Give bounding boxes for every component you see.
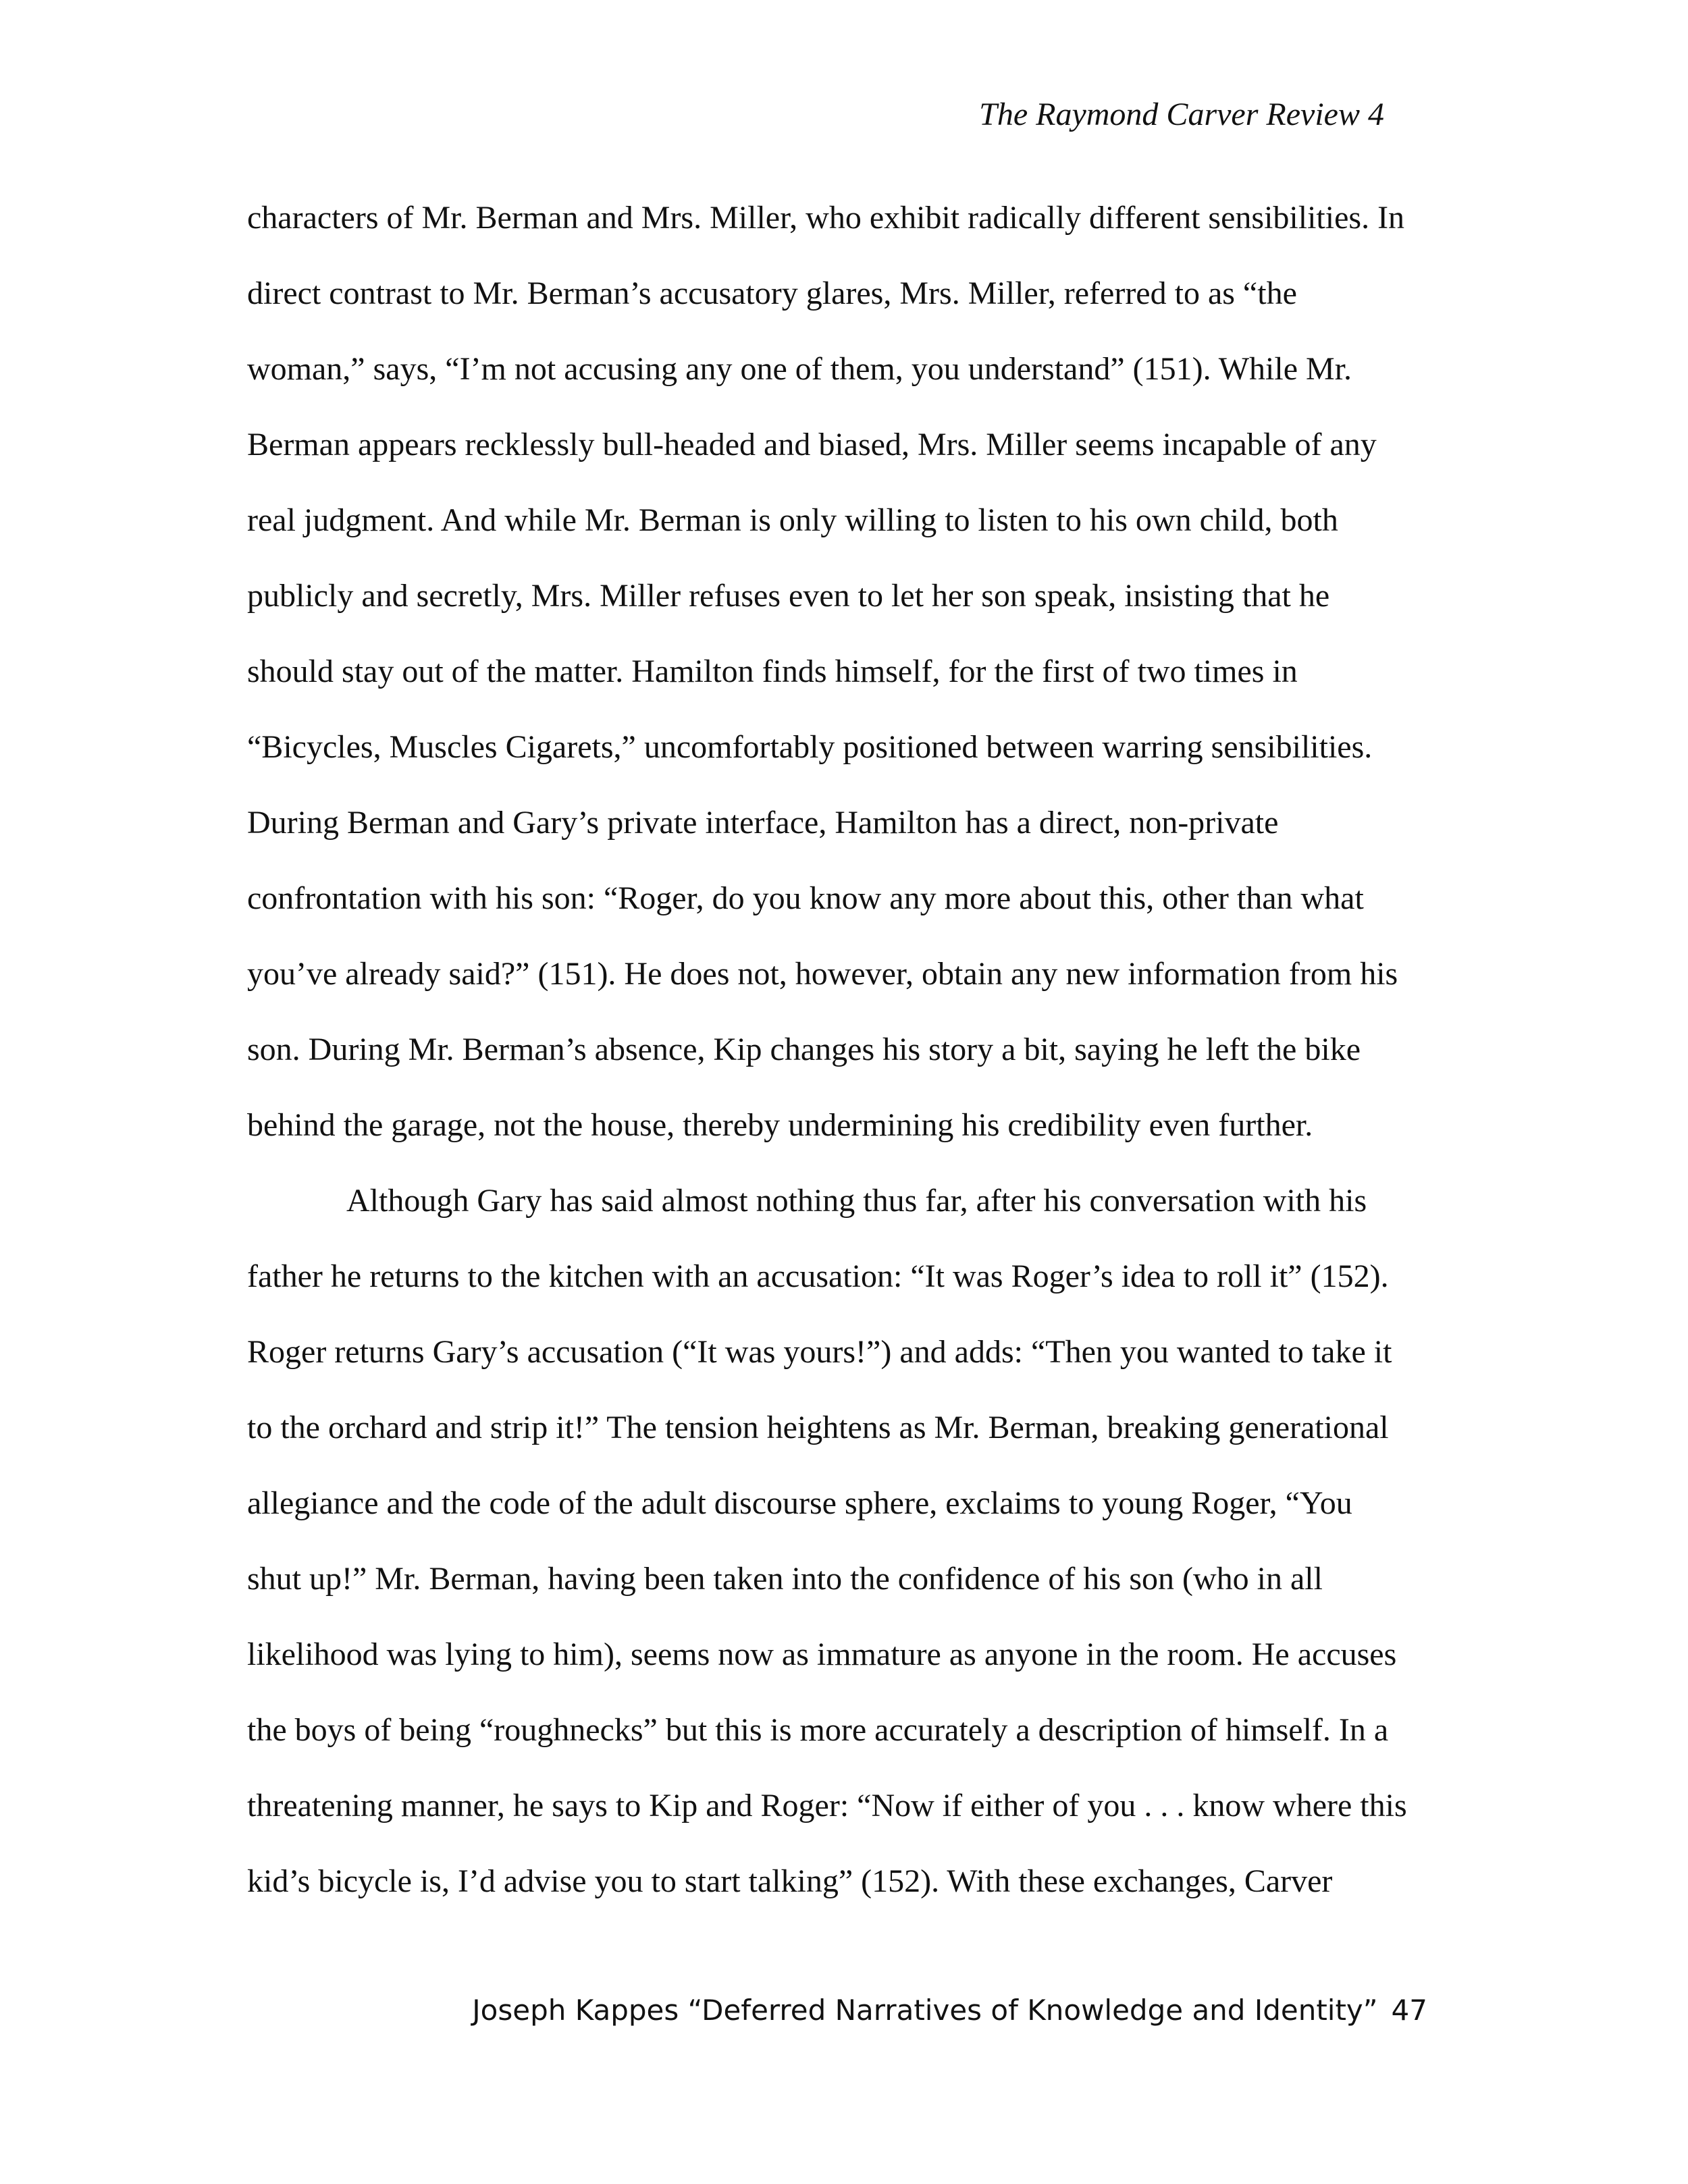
page-footer bbox=[472, 1990, 1427, 2031]
page-number: 47 bbox=[1391, 1994, 1427, 2027]
text-line: likelihood was lying to him), seems now as immature as anyone in the room. He accuses bbox=[247, 1636, 1397, 1672]
text-line: During Berman and Gary’s private interface, Hamilton has a direct, non-private bbox=[247, 805, 1279, 841]
text-line: direct contrast to Mr. Berman’s accusatory glares, Mrs. Miller, referred to as “the bbox=[247, 275, 1297, 311]
text-line: the boys of being “roughnecks” but this is more accurately a description of himself. In a bbox=[247, 1712, 1389, 1748]
text-line: publicly and secretly, Mrs. Miller refuses even to let her son speak, insisting that he bbox=[247, 578, 1330, 614]
text-line: shut up!” Mr. Berman, having been taken into the confidence of his son (who in all bbox=[247, 1561, 1323, 1597]
text-line: allegiance and the code of the adult discourse sphere, exclaims to young Roger, “You bbox=[247, 1485, 1352, 1521]
text-line: Roger returns Gary’s accusation (“It was yours!”) and adds: “Then you wanted to take it bbox=[247, 1334, 1392, 1370]
text-line: real judgment. And while Mr. Berman is only willing to listen to his own child, both bbox=[247, 502, 1338, 538]
body-text bbox=[247, 196, 1431, 1935]
text-line: son. During Mr. Berman’s absence, Kip changes his story a bit, saying he left the bike bbox=[247, 1032, 1361, 1067]
text-line: to the orchard and strip it!” The tension heightens as Mr. Berman, breaking generational bbox=[247, 1410, 1389, 1445]
text-line: you’ve already said?” (151). He does not, however, obtain any new information from his bbox=[247, 956, 1398, 992]
text-line: threatening manner, he says to Kip and Roger: “Now if either of you . . . know where this bbox=[247, 1788, 1407, 1823]
text-line: characters of Mr. Berman and Mrs. Miller, who exhibit radically different sensibilities. In bbox=[247, 200, 1405, 236]
text-line: woman,” says, “I’m not accusing any one of them, you understand” (151). While Mr. bbox=[247, 351, 1352, 387]
running-header: The Raymond Carver Review 4 bbox=[979, 97, 1384, 132]
text-line: behind the garage, not the house, thereby undermining his credibility even further. bbox=[247, 1107, 1313, 1143]
text-line: “Bicycles, Muscles Cigarets,” uncomfortably positioned between warring sensibilities. bbox=[247, 729, 1373, 765]
footer-author-title: Joseph Kappes “Deferred Narratives of Knowledge and Identity” bbox=[472, 1994, 1378, 2027]
text-line: confrontation with his son: “Roger, do you know any more about this, other than what bbox=[247, 880, 1364, 916]
text-line: Berman appears recklessly bull-headed and biased, Mrs. Miller seems incapable of any bbox=[247, 427, 1377, 462]
text-line: should stay out of the matter. Hamilton finds himself, for the first of two times in bbox=[247, 654, 1298, 689]
text-line: father he returns to the kitchen with an accusation: “It was Roger’s idea to roll it” (152). bbox=[247, 1258, 1389, 1294]
text-line: kid’s bicycle is, I’d advise you to start talking” (152). With these exchanges, Carver bbox=[247, 1863, 1333, 1899]
paragraph-first-line: Although Gary has said almost nothing thus far, after his conversation with his bbox=[346, 1183, 1367, 1219]
